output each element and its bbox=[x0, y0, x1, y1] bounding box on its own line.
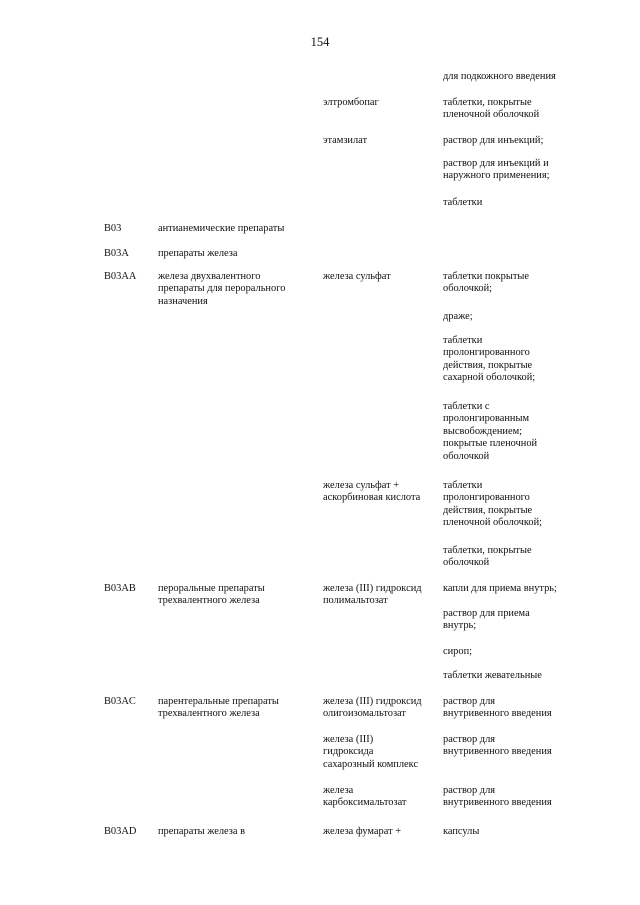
dosage-form-cell: капсулы bbox=[443, 826, 480, 837]
atc-group-cell: пероральные препараты трехвалентного железа bbox=[158, 583, 265, 607]
dosage-form-cell: для подкожного введения bbox=[443, 71, 556, 82]
drug-name-cell: железа (III) гидроксид олигоизомальтозат bbox=[323, 696, 422, 720]
dosage-form-cell: таблетки жевательные bbox=[443, 670, 542, 681]
dosage-form-cell: раствор для приема внутрь; bbox=[443, 608, 530, 632]
drug-name-cell: железа сульфат + аскорбиновая кислота bbox=[323, 480, 421, 504]
atc-group-cell: антианемические препараты bbox=[158, 223, 285, 234]
dosage-form-cell: таблетки bbox=[443, 197, 483, 208]
drug-name-cell: железа сульфат bbox=[323, 271, 391, 282]
dosage-form-cell: таблетки пролонгированного действия, покрытые сахарной оболочкой; bbox=[443, 335, 536, 384]
drug-name-cell: железа фумарат + bbox=[323, 826, 402, 837]
atc-code-cell: B03AB bbox=[104, 583, 136, 594]
dosage-form-cell: драже; bbox=[443, 311, 473, 322]
dosage-form-cell: таблетки пролонгированного действия, покрытые пленочной оболочкой; bbox=[443, 480, 543, 529]
dosage-form-cell: раствор для инъекций и наружного применения; bbox=[443, 158, 550, 182]
dosage-form-cell: раствор для инъекций; bbox=[443, 135, 544, 146]
atc-group-cell: железа двухвалентного препараты для перорального назначения bbox=[158, 271, 286, 307]
drug-name-cell: этамзилат bbox=[323, 135, 368, 146]
atc-group-cell: препараты железа bbox=[158, 248, 238, 259]
drug-name-cell: железа карбоксимальтозат bbox=[323, 785, 407, 809]
atc-group-cell: препараты железа в bbox=[158, 826, 245, 837]
dosage-form-cell: сироп; bbox=[443, 646, 473, 657]
page-number: 154 bbox=[310, 35, 330, 49]
drug-name-cell: элтромбопаг bbox=[323, 97, 379, 108]
dosage-form-cell: раствор для внутривенного введения bbox=[443, 785, 552, 809]
dosage-form-cell: раствор для внутривенного введения bbox=[443, 696, 552, 720]
dosage-form-cell: таблетки покрытые оболочкой; bbox=[443, 271, 529, 295]
atc-code-cell: B03AD bbox=[104, 826, 137, 837]
atc-code-cell: B03AC bbox=[104, 696, 136, 707]
atc-code-cell: B03AA bbox=[104, 271, 137, 282]
dosage-form-cell: капли для приема внутрь; bbox=[443, 583, 557, 594]
dosage-form-cell: таблетки, покрытые оболочкой bbox=[443, 545, 532, 569]
atc-code-cell: B03A bbox=[104, 248, 129, 259]
atc-code-cell: B03 bbox=[104, 223, 122, 234]
atc-group-cell: парентеральные препараты трехвалентного железа bbox=[158, 696, 279, 720]
dosage-form-cell: таблетки с пролонгированным высвобождением; покрытые пленочной оболочкой bbox=[443, 401, 538, 462]
drug-name-cell: железа (III) гидроксида сахарозный комплекс bbox=[323, 734, 419, 770]
dosage-form-cell: раствор для внутривенного введения bbox=[443, 734, 552, 758]
dosage-form-cell: таблетки, покрытые пленочной оболочкой bbox=[443, 97, 540, 121]
drug-name-cell: железа (III) гидроксид полимальтозат bbox=[323, 583, 422, 607]
